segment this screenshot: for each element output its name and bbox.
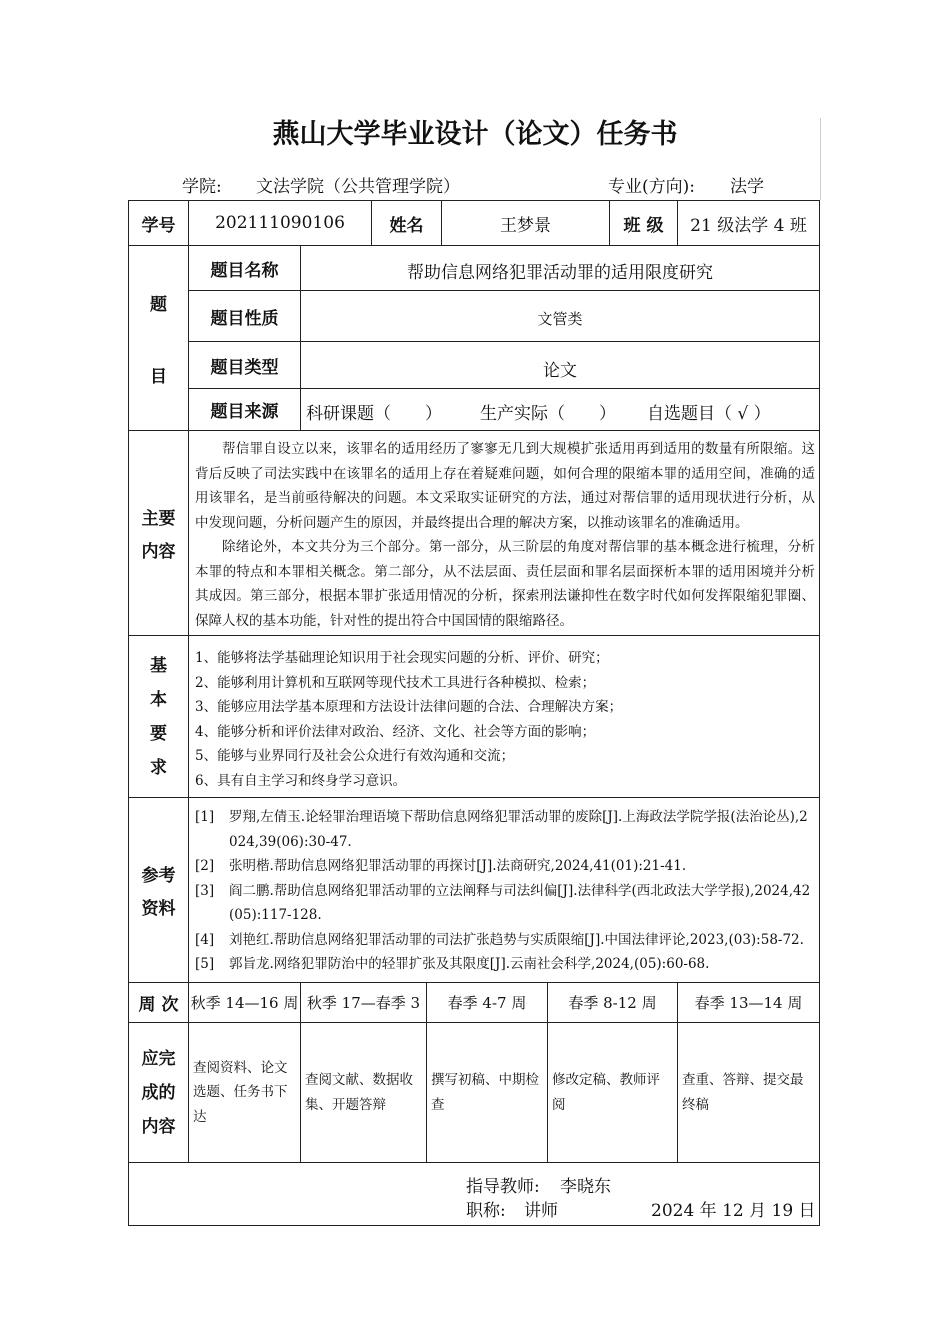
reference-text: 郭旨龙.网络犯罪防治中的轻罪扩张及其限度[J].云南社会科学,2024,(05):60-68. xyxy=(229,956,710,972)
reference-text: 刘艳红.帮助信息网络犯罪活动罪的司法扩张趋势与实质限缩[J].中国法律评论,2023,(03):58-72. xyxy=(229,931,804,948)
requirement-item: 2、能够利用计算机和互联网等现代技术工具进行各种模拟、检索； xyxy=(195,674,596,691)
advisor-label: 指导教师: xyxy=(466,1177,540,1197)
references-label xyxy=(128,797,189,983)
topic-nature: 文管类 xyxy=(300,290,820,342)
reference-item xyxy=(195,805,815,854)
tasks-label-3: 内容 xyxy=(141,1116,176,1137)
week-cell: 春季 8-12 周 xyxy=(547,982,678,1023)
task-cell: 修改定稿、教师评阅 xyxy=(547,1022,678,1163)
sign-date: 2024 年 12 月 19 日 xyxy=(651,1201,816,1221)
week-cell: 春季 13—14 周 xyxy=(677,982,820,1023)
main-content-text xyxy=(188,430,820,636)
references-label-2: 资料 xyxy=(141,899,176,919)
source-self-selected: 自选题目（ √ ） xyxy=(647,404,771,424)
student-id: 202111090106 xyxy=(188,200,372,246)
class-value: 21 级法学 4 班 xyxy=(677,200,820,246)
college-label: 学院: xyxy=(182,177,222,197)
tasks-label xyxy=(128,1022,189,1163)
topic-source xyxy=(300,388,820,431)
student-name-label: 姓名 xyxy=(371,200,442,246)
topic-type-label: 题目类型 xyxy=(188,341,301,389)
reference-number: [5] xyxy=(195,956,215,972)
week-cell: 春季 4-7 周 xyxy=(426,982,548,1023)
req-label-1: 基 xyxy=(150,655,167,676)
reference-item xyxy=(195,952,815,977)
source-production: 生产实际（ ） xyxy=(480,404,616,424)
reference-number: [4] xyxy=(195,931,215,948)
topic-section-label xyxy=(128,245,189,431)
references-label-1: 参考 xyxy=(141,866,176,886)
references-list xyxy=(188,797,820,983)
topic-label-1: 题 xyxy=(150,294,167,315)
main-content-label-2: 内容 xyxy=(141,542,176,562)
major-label: 专业(方向): xyxy=(608,177,695,197)
reference-number: [1] xyxy=(195,809,215,825)
topic-label-2: 目 xyxy=(150,366,167,387)
requirement-item: 1、能够将法学基础理论知识用于社会现实问题的分析、评价、研究； xyxy=(195,650,609,666)
reference-item xyxy=(195,879,815,928)
main-content-label-1: 主要 xyxy=(141,509,176,529)
week-cell: 秋季 17—春季 3 xyxy=(300,982,427,1023)
student-name: 王梦景 xyxy=(441,200,610,246)
week-cell: 秋季 14—16 周 xyxy=(188,982,301,1023)
major-value: 法学 xyxy=(730,177,764,197)
req-label-3: 要 xyxy=(150,723,167,744)
topic-name-label: 题目名称 xyxy=(188,245,301,291)
title-label: 职称: xyxy=(466,1201,506,1221)
reference-item xyxy=(195,854,815,879)
tasks-label-2: 成的 xyxy=(141,1082,176,1103)
reference-number: [2] xyxy=(195,858,215,874)
weeks-label: 周 次 xyxy=(128,982,189,1023)
requirements-label xyxy=(128,635,189,798)
task-cell: 查阅文献、数据收集、开题答辩 xyxy=(300,1022,427,1163)
advisor-title: 讲师 xyxy=(524,1201,558,1221)
page-title: 燕山大学毕业设计（论文）任务书 xyxy=(272,119,678,150)
tasks-label-1: 应完 xyxy=(141,1048,176,1069)
source-research: 科研课题（ ） xyxy=(306,404,442,424)
reference-item xyxy=(195,928,815,953)
requirement-item: 6、具有自主学习和终身学习意识。 xyxy=(195,772,407,789)
topic-nature-label: 题目性质 xyxy=(188,290,301,342)
requirements-list xyxy=(188,635,820,798)
task-cell: 查重、答辩、提交最终稿 xyxy=(677,1022,820,1163)
college-value: 文法学院（公共管理学院） xyxy=(256,177,460,197)
requirement-item: 4、能够分析和评价法律对政治、经济、文化、社会等方面的影响； xyxy=(195,723,596,740)
reference-number: [3] xyxy=(195,882,215,899)
reference-text: 罗翔,左倩玉.论轻罪治理语境下帮助信息网络犯罪活动罪的废除[J].上海政法学院学报(法治论丛),2024,39(06):30-47. xyxy=(229,809,808,850)
requirement-item: 5、能够与业界同行及社会公众进行有效沟通和交流； xyxy=(195,748,515,764)
reference-text: 张明楷.帮助信息网络犯罪活动罪的再探讨[J].法商研究,2024,41(01):21-41. xyxy=(229,858,687,874)
task-cell: 查阅资料、论文选题、任务书下达 xyxy=(188,1022,301,1163)
requirement-item: 3、能够应用法学基本原理和方法设计法律问题的合法、合理解决方案； xyxy=(195,699,623,715)
main-content-paragraph-2: 除绪论外，本文共分为三个部分。第一部分，从三阶层的角度对帮信罪的基本概念进行梳理，分析本罪的特点和本罪相关概念。第二部分，从不法层面、责任层面和罪名层面探析本罪的适用困境并分析其成因。第三部分，根据本罪扩张适用情况的分析，探索刑法谦抑性在数字时代如何发挥限缩犯罪圈、保障人权的基本功能，针对性的提出符合中国国情的限缩路径。 xyxy=(195,539,815,629)
main-content-label xyxy=(128,430,189,636)
topic-type: 论文 xyxy=(300,341,820,389)
topic-name: 帮助信息网络犯罪活动罪的适用限度研究 xyxy=(300,245,820,291)
student-id-label: 学号 xyxy=(128,200,189,246)
task-cell: 撰写初稿、中期检查 xyxy=(426,1022,548,1163)
topic-source-label: 题目来源 xyxy=(188,388,301,431)
main-content-paragraph-1: 帮信罪自设立以来，该罪名的适用经历了寥寥无几到大规模扩张适用再到适用的数量有所限缩。这背后反映了司法实践中在该罪名的适用上存在着疑难问题，如何合理的限缩本罪的适用空间，准确的适用该罪名，是当前亟待解决的问题。本文采取实证研究的方法，通过对帮信罪的适用现状进行分析，从中发现问题，分析问题产生的原因，并最终提出合理的解决方案，以推动该罪名的准确适用。 xyxy=(195,441,815,531)
req-label-2: 本 xyxy=(150,689,167,710)
reference-text: 阎二鹏.帮助信息网络犯罪活动罪的立法阐释与司法纠偏[J].法律科学(西北政法大学学报),2024,42(05):117-128. xyxy=(229,882,811,923)
req-label-4: 求 xyxy=(150,757,167,778)
class-label: 班 级 xyxy=(609,200,678,246)
advisor-name: 李晓东 xyxy=(560,1177,611,1197)
